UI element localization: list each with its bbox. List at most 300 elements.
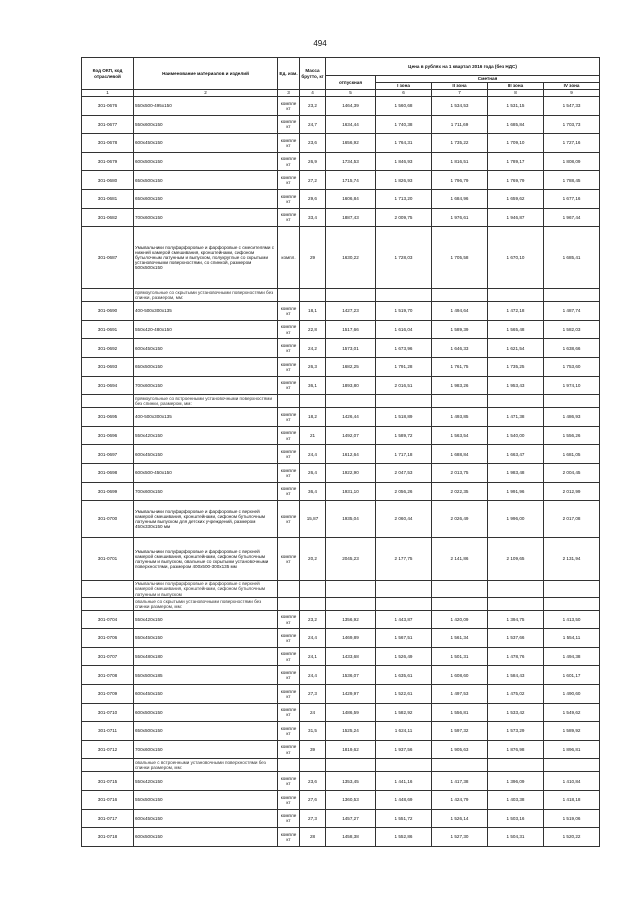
table-row [82, 629, 600, 648]
name-cell: 550х420х150 [134, 772, 278, 791]
zone1-price-cell: 1 518,89 [376, 408, 432, 427]
zone3-price-cell: 2 109,65 [488, 538, 544, 581]
code-cell: 301-0677 [82, 115, 134, 134]
column-number: 5 [326, 90, 376, 97]
mass-cell: 27,6 [300, 791, 326, 810]
unit-cell: компле кт [278, 772, 300, 791]
code-cell: 301-0699 [82, 482, 134, 501]
zone3-price-cell: 1 659,62 [488, 189, 544, 208]
release-price-cell: 1935,04 [326, 501, 376, 538]
empty-cell [488, 289, 544, 302]
name-cell: 650х500х150 [134, 722, 278, 741]
code-cell: 301-0712 [82, 740, 134, 759]
mass-cell: 18,1 [300, 302, 326, 321]
unit-cell: компле кт [278, 685, 300, 704]
header-zone4: IV зона [544, 83, 600, 90]
zone4-price-cell: 2 012,99 [544, 482, 600, 501]
zone3-price-cell: 1 584,43 [488, 666, 544, 685]
code-cell: 301-0698 [82, 463, 134, 482]
zone1-price-cell: 2 177,75 [376, 538, 432, 581]
release-price-cell: 1429,97 [326, 685, 376, 704]
name-cell: 550х420х150 [134, 426, 278, 445]
unit-cell: компле кт [278, 538, 300, 581]
name-cell: 550х500х185 [134, 666, 278, 685]
code-cell: 301-0690 [82, 302, 134, 321]
subheading-row [82, 759, 600, 772]
subheading-text: прямоугольные со встроенными установочными поверхностями без спинки, размером, мм: [134, 395, 278, 408]
name-cell: 400-500х300х135 [134, 302, 278, 321]
mass-cell: 29 [300, 227, 326, 289]
zone2-price-cell: 1 735,22 [432, 134, 488, 153]
name-cell: 600х500х150 [134, 828, 278, 847]
price-table [81, 57, 600, 847]
zone3-price-cell: 1 533,42 [488, 703, 544, 722]
mass-cell: 28 [300, 828, 326, 847]
unit-cell: компле кт [278, 828, 300, 847]
mass-cell: 15,87 [300, 501, 326, 538]
table-row [82, 740, 600, 759]
zone2-price-cell: 1 561,34 [432, 629, 488, 648]
empty-cell [376, 289, 432, 302]
unit-cell: компле кт [278, 97, 300, 116]
zone2-price-cell: 1 597,32 [432, 722, 488, 741]
name-cell: 550х500-495х150 [134, 97, 278, 116]
zone4-price-cell: 1 638,66 [544, 339, 600, 358]
name-cell: 550х450х150 [134, 629, 278, 648]
empty-cell [300, 581, 326, 598]
mass-cell: 23,6 [300, 772, 326, 791]
zone1-price-cell: 1 589,72 [376, 426, 432, 445]
zone3-price-cell: 1 996,00 [488, 501, 544, 538]
name-cell: 600х500х150 [134, 152, 278, 171]
empty-cell [432, 395, 488, 408]
release-price-cell: 1427,23 [326, 302, 376, 321]
zone1-price-cell: 1 551,72 [376, 809, 432, 828]
zone3-price-cell: 1 953,43 [488, 376, 544, 395]
zone1-price-cell: 1 846,93 [376, 152, 432, 171]
zone4-price-cell: 1 727,16 [544, 134, 600, 153]
unit-cell: компле кт [278, 189, 300, 208]
code-cell: 301-0711 [82, 722, 134, 741]
release-price-cell: 1887,43 [326, 208, 376, 227]
zone1-price-cell: 1 740,38 [376, 115, 432, 134]
table-row [82, 809, 600, 828]
code-cell: 301-0693 [82, 357, 134, 376]
empty-cell [278, 759, 300, 772]
zone2-price-cell: 1 816,51 [432, 152, 488, 171]
empty-cell [376, 395, 432, 408]
release-price-cell: 1458,38 [326, 828, 376, 847]
empty-cell [300, 289, 326, 302]
zone1-price-cell: 1 522,61 [376, 685, 432, 704]
zone1-price-cell: 1 728,03 [376, 227, 432, 289]
zone2-price-cell: 1 589,39 [432, 320, 488, 339]
code-cell: 301-0691 [82, 320, 134, 339]
release-price-cell: 1634,44 [326, 115, 376, 134]
release-price-cell: 1356,92 [326, 610, 376, 629]
code-cell: 301-0692 [82, 339, 134, 358]
mass-cell: 27,2 [300, 171, 326, 190]
release-price-cell: 1433,68 [326, 647, 376, 666]
zone2-price-cell: 1 983,26 [432, 376, 488, 395]
table-row [82, 171, 600, 190]
column-number: 4 [300, 90, 326, 97]
empty-cell [376, 759, 432, 772]
zone4-price-cell: 1 494,38 [544, 647, 600, 666]
mass-cell: 21 [300, 426, 326, 445]
zone3-price-cell: 1 789,17 [488, 152, 544, 171]
empty-cell [326, 289, 376, 302]
empty-cell [278, 289, 300, 302]
empty-cell [82, 597, 134, 610]
zone4-price-cell: 1 582,03 [544, 320, 600, 339]
zone2-price-cell: 1 705,58 [432, 227, 488, 289]
mass-cell: 26,3 [300, 357, 326, 376]
table-row [82, 772, 600, 791]
column-number: 6 [376, 90, 432, 97]
empty-cell [82, 581, 134, 598]
zone3-price-cell: 1 769,79 [488, 171, 544, 190]
zone2-price-cell: 1 526,14 [432, 809, 488, 828]
subheading-row [82, 289, 600, 302]
mass-cell: 33,4 [300, 208, 326, 227]
zone3-price-cell: 1 735,25 [488, 357, 544, 376]
zone1-price-cell: 1 560,68 [376, 97, 432, 116]
name-cell: 650х600х150 [134, 189, 278, 208]
release-price-cell: 1656,92 [326, 134, 376, 153]
release-price-cell: 1525,24 [326, 722, 376, 741]
name-cell: 600х450х150 [134, 134, 278, 153]
table-row [82, 703, 600, 722]
zone4-price-cell: 2 004,45 [544, 463, 600, 482]
zone3-price-cell: 1 876,98 [488, 740, 544, 759]
mass-cell: 24,4 [300, 666, 326, 685]
empty-cell [326, 759, 376, 772]
zone4-price-cell: 1 410,84 [544, 772, 600, 791]
mass-cell: 26,4 [300, 463, 326, 482]
release-price-cell: 1573,01 [326, 339, 376, 358]
zone2-price-cell: 1 563,54 [432, 426, 488, 445]
subheading-row [82, 395, 600, 408]
zone3-price-cell: 1 472,18 [488, 302, 544, 321]
code-cell: 301-0704 [82, 610, 134, 629]
unit-cell: компле кт [278, 703, 300, 722]
code-cell: 301-0676 [82, 97, 134, 116]
zone1-price-cell: 1 552,86 [376, 828, 432, 847]
zone2-price-cell: 1 711,69 [432, 115, 488, 134]
mass-cell: 23,2 [300, 610, 326, 629]
empty-cell [544, 289, 600, 302]
unit-cell: компле кт [278, 339, 300, 358]
zone3-price-cell: 1 478,76 [488, 647, 544, 666]
header-unit: Ед. изм. [278, 58, 300, 90]
mass-cell: 22,8 [300, 320, 326, 339]
mass-cell: 39 [300, 740, 326, 759]
name-cell: Умывальники полуфарфоровые и фарфоровые с верхней камерой смешивания, кронштейнами, сифоном бутылочным латунным выпуском для детских учреждений, размером 450х330х150 мм [134, 501, 278, 538]
empty-cell [278, 395, 300, 408]
empty-cell [488, 581, 544, 598]
name-cell: Умывальники полуфарфоровые и фарфоровые с смесителями с нижней камерой смешивания, кронштейнами, сифоном бутылочным латунным и выпуском, полукруглые со скрытыми установочными поверхностями, со спинкой, размером 500х500х150 [134, 227, 278, 289]
subheading-row [82, 581, 600, 598]
code-cell: 301-0681 [82, 189, 134, 208]
code-cell: 301-0710 [82, 703, 134, 722]
unit-cell: компле кт [278, 445, 300, 464]
unit-cell: компле кт [278, 463, 300, 482]
empty-cell [326, 597, 376, 610]
unit-cell: компле кт [278, 647, 300, 666]
zone4-price-cell: 1 896,81 [544, 740, 600, 759]
unit-cell: компле кт [278, 134, 300, 153]
zone1-price-cell: 2 047,53 [376, 463, 432, 482]
table-row [82, 408, 600, 427]
unit-cell: компл. [278, 227, 300, 289]
zone1-price-cell: 1 526,49 [376, 647, 432, 666]
table-row [82, 426, 600, 445]
release-price-cell: 2045,23 [326, 538, 376, 581]
table-row [82, 152, 600, 171]
zone1-price-cell: 1 713,20 [376, 189, 432, 208]
zone3-price-cell: 1 471,38 [488, 408, 544, 427]
code-cell: 301-0715 [82, 772, 134, 791]
zone3-price-cell: 1 983,48 [488, 463, 544, 482]
empty-cell [376, 581, 432, 598]
release-price-cell: 1492,07 [326, 426, 376, 445]
zone4-price-cell: 1 808,09 [544, 152, 600, 171]
zone3-price-cell: 1 709,10 [488, 134, 544, 153]
mass-cell: 26,9 [300, 152, 326, 171]
empty-cell [278, 597, 300, 610]
code-cell: 301-0687 [82, 227, 134, 289]
name-cell: 400-500х300х135 [134, 408, 278, 427]
zone2-price-cell: 1 417,38 [432, 772, 488, 791]
empty-cell [300, 395, 326, 408]
unit-cell: компле кт [278, 320, 300, 339]
release-price-cell: 1819,62 [326, 740, 376, 759]
name-cell: 700х600х150 [134, 482, 278, 501]
header-mass: Масса брутто, кг [300, 58, 326, 90]
zone4-price-cell: 1 589,92 [544, 722, 600, 741]
table-row [82, 828, 600, 847]
empty-cell [300, 597, 326, 610]
table-row [82, 376, 600, 395]
zone3-price-cell: 1 991,96 [488, 482, 544, 501]
zone1-price-cell: 1 616,04 [376, 320, 432, 339]
code-cell: 301-0707 [82, 647, 134, 666]
zone2-price-cell: 1 608,60 [432, 666, 488, 685]
table-row [82, 666, 600, 685]
release-price-cell: 1486,59 [326, 703, 376, 722]
mass-cell: 27,3 [300, 685, 326, 704]
zone1-price-cell: 1 717,18 [376, 445, 432, 464]
release-price-cell: 1536,07 [326, 666, 376, 685]
unit-cell: компле кт [278, 629, 300, 648]
zone4-price-cell: 1 788,45 [544, 171, 600, 190]
zone4-price-cell: 1 487,74 [544, 302, 600, 321]
empty-cell [544, 581, 600, 598]
release-price-cell: 1353,45 [326, 772, 376, 791]
zone3-price-cell: 1 573,29 [488, 722, 544, 741]
mass-cell: 20,2 [300, 538, 326, 581]
zone2-price-cell: 1 556,81 [432, 703, 488, 722]
header-code: Код ОКП, код отраслевой [82, 58, 134, 90]
zone3-price-cell: 1 540,00 [488, 426, 544, 445]
column-number: 7 [432, 90, 488, 97]
mass-cell: 36,4 [300, 482, 326, 501]
zone4-price-cell: 1 681,05 [544, 445, 600, 464]
header-zone2: II зона [432, 83, 488, 90]
code-cell: 301-0708 [82, 666, 134, 685]
mass-cell: 24,1 [300, 647, 326, 666]
table-row [82, 134, 600, 153]
table-row [82, 320, 600, 339]
zone2-price-cell: 1 688,84 [432, 445, 488, 464]
unit-cell: компле кт [278, 740, 300, 759]
zone2-price-cell: 1 796,79 [432, 171, 488, 190]
empty-cell [326, 395, 376, 408]
release-price-cell: 1893,80 [326, 376, 376, 395]
header-zone1: I зона [376, 83, 432, 90]
name-cell: 550х420-480х150 [134, 320, 278, 339]
zone2-price-cell: 1 761,75 [432, 357, 488, 376]
zone4-price-cell: 1 490,60 [544, 685, 600, 704]
code-cell: 301-0700 [82, 501, 134, 538]
unit-cell: компле кт [278, 610, 300, 629]
column-number-row [82, 90, 600, 97]
empty-cell [544, 597, 600, 610]
release-price-cell: 1469,89 [326, 629, 376, 648]
product-description-row [82, 538, 600, 581]
zone4-price-cell: 1 703,73 [544, 115, 600, 134]
zone4-price-cell: 1 974,10 [544, 376, 600, 395]
table-row [82, 685, 600, 704]
release-price-cell: 1360,53 [326, 791, 376, 810]
zone1-price-cell: 2 016,51 [376, 376, 432, 395]
zone3-price-cell: 1 946,87 [488, 208, 544, 227]
table-row [82, 208, 600, 227]
name-cell: Умывальники полуфарфоровые и фарфоровые с верхней камерой смешивания, кронштейнами, сифоном бутылочным латунным и выпуском, овальные со скрытыми установочными поверхностями, размером 400х500-300х135 мм [134, 538, 278, 581]
zone2-price-cell: 1 420,09 [432, 610, 488, 629]
table-row [82, 339, 600, 358]
subheading-text: овальные со скрытыми установочными поверхностями без спинки размером, мм: [134, 597, 278, 610]
header-estimated: Сметная [376, 76, 600, 83]
empty-cell [488, 759, 544, 772]
empty-cell [432, 759, 488, 772]
column-number: 2 [134, 90, 278, 97]
unit-cell: компле кт [278, 152, 300, 171]
zone2-price-cell: 1 493,85 [432, 408, 488, 427]
name-cell: 550х600х150 [134, 115, 278, 134]
mass-cell: 31,5 [300, 722, 326, 741]
code-cell: 301-0717 [82, 809, 134, 828]
zone1-price-cell: 2 056,26 [376, 482, 432, 501]
table-row [82, 115, 600, 134]
zone1-price-cell: 1 582,92 [376, 703, 432, 722]
release-price-cell: 1715,74 [326, 171, 376, 190]
table-row [82, 302, 600, 321]
release-price-cell: 1606,84 [326, 189, 376, 208]
column-number: 3 [278, 90, 300, 97]
page-number: 494 [313, 39, 327, 48]
code-cell: 301-0682 [82, 208, 134, 227]
zone2-price-cell: 1 501,31 [432, 647, 488, 666]
code-cell: 301-0709 [82, 685, 134, 704]
name-cell: 650х500х150 [134, 171, 278, 190]
table-row [82, 482, 600, 501]
product-description-row [82, 227, 600, 289]
unit-cell: компле кт [278, 376, 300, 395]
zone2-price-cell: 2 013,75 [432, 463, 488, 482]
zone4-price-cell: 1 486,93 [544, 408, 600, 427]
unit-cell: компле кт [278, 809, 300, 828]
empty-cell [432, 597, 488, 610]
name-cell: 700х600х150 [134, 376, 278, 395]
unit-cell: компле кт [278, 408, 300, 427]
zone1-price-cell: 1 519,70 [376, 302, 432, 321]
table-header [82, 58, 600, 97]
code-cell: 301-0696 [82, 426, 134, 445]
code-cell: 301-0679 [82, 152, 134, 171]
code-cell: 301-0695 [82, 408, 134, 427]
column-number: 1 [82, 90, 134, 97]
empty-cell [488, 395, 544, 408]
zone4-price-cell: 2 017,08 [544, 501, 600, 538]
empty-cell [488, 597, 544, 610]
zone1-price-cell: 1 673,96 [376, 339, 432, 358]
release-price-cell: 1517,66 [326, 320, 376, 339]
release-price-cell: 1426,44 [326, 408, 376, 427]
zone4-price-cell: 1 753,60 [544, 357, 600, 376]
zone3-price-cell: 1 504,31 [488, 828, 544, 847]
zone1-price-cell: 2 009,75 [376, 208, 432, 227]
header-name: Наименование материалов и изделий [134, 58, 278, 90]
zone1-price-cell: 1 635,61 [376, 666, 432, 685]
zone1-price-cell: 1 441,16 [376, 772, 432, 791]
release-price-cell: 1931,10 [326, 482, 376, 501]
empty-cell [432, 581, 488, 598]
mass-cell: 27,3 [300, 809, 326, 828]
zone2-price-cell: 1 424,79 [432, 791, 488, 810]
name-cell: 600х500х150 [134, 703, 278, 722]
empty-cell [376, 597, 432, 610]
empty-cell [432, 289, 488, 302]
empty-cell [326, 581, 376, 598]
header-price-title: Цена в рублях на 1 квартал 2016 года (без НДС) [326, 58, 600, 76]
release-price-cell: 1464,39 [326, 97, 376, 116]
mass-cell: 24 [300, 703, 326, 722]
subheading-text: прямоугольные со скрытыми установочными поверхностями без спинки, размером, мм: [134, 289, 278, 302]
mass-cell: 24,7 [300, 115, 326, 134]
zone2-price-cell: 2 026,49 [432, 501, 488, 538]
empty-cell [300, 759, 326, 772]
zone2-price-cell: 2 141,86 [432, 538, 488, 581]
zone4-price-cell: 1 677,16 [544, 189, 600, 208]
zone3-price-cell: 1 475,02 [488, 685, 544, 704]
code-cell: 301-0697 [82, 445, 134, 464]
zone1-price-cell: 1 764,31 [376, 134, 432, 153]
header-release: отпускная [326, 76, 376, 90]
name-cell: 550х420х150 [134, 610, 278, 629]
zone3-price-cell: 1 685,84 [488, 115, 544, 134]
table-row [82, 610, 600, 629]
header-zone3: III зона [488, 83, 544, 90]
table-row [82, 463, 600, 482]
mass-cell: 24,4 [300, 445, 326, 464]
column-number: 8 [488, 90, 544, 97]
name-cell: 700х600х150 [134, 208, 278, 227]
zone2-price-cell: 1 646,33 [432, 339, 488, 358]
subheading-text: овальные с встроенными установочными поверхностями без спинки размером, мм: [134, 759, 278, 772]
zone4-price-cell: 1 556,26 [544, 426, 600, 445]
